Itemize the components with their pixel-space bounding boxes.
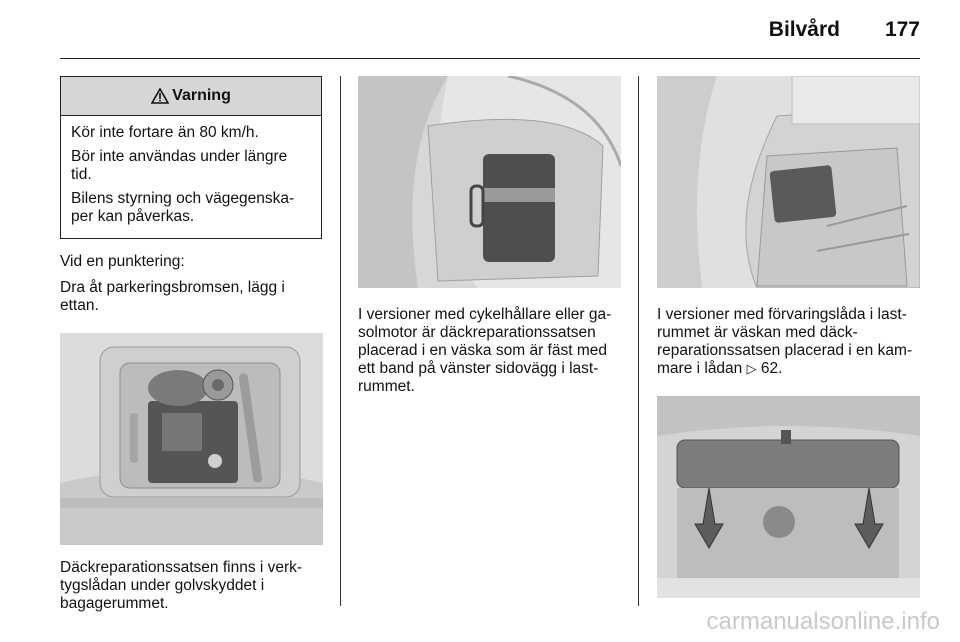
column-2 bbox=[358, 76, 621, 396]
figure-repair-kit-bag-left-wall bbox=[358, 76, 621, 288]
intro-text: Vid en punktering: bbox=[60, 253, 185, 270]
page-number: 177 bbox=[884, 18, 920, 41]
figure-trunk-storage-box bbox=[657, 396, 920, 598]
column-3 bbox=[657, 76, 920, 598]
figure-storage-box-compartment bbox=[657, 76, 920, 288]
caption-text: I versioner med förvaringslåda i last-rummet är väskan med däck-reparationssatsen placerad i en kam-mare i lådan bbox=[657, 306, 913, 377]
warning-body bbox=[61, 116, 321, 238]
page-reference[interactable]: 62. bbox=[760, 360, 783, 377]
section-title: Bilvård bbox=[768, 18, 840, 41]
figure-caption: I versioner med cykelhållare eller ga-solmotor är däckreparationssatsen placerad i en väska som är fäst med ett band på vänster sidovägg i last-rummet. bbox=[358, 306, 612, 395]
column-divider bbox=[340, 76, 341, 606]
warning-line: Bilens styrning och vägegenska-per kan påverkas. bbox=[71, 190, 295, 225]
warning-box bbox=[60, 76, 322, 239]
warning-line: Bör inte användas under längre tid. bbox=[71, 148, 288, 183]
page-reference-arrow-icon: ▷ bbox=[746, 361, 757, 376]
step-text: Dra åt parkeringsbromsen, lägg i ettan. bbox=[60, 279, 285, 314]
figure-repair-kit-in-tool-box bbox=[60, 333, 323, 545]
column-divider bbox=[638, 76, 639, 606]
warning-triangle-icon bbox=[151, 88, 169, 104]
page-header bbox=[60, 0, 920, 59]
figure-caption bbox=[657, 306, 920, 378]
warning-header bbox=[61, 77, 321, 116]
warning-title: Varning bbox=[172, 87, 231, 104]
watermark: carmanualsonline.info bbox=[706, 608, 940, 635]
figure-caption: Däckreparationssatsen finns i verk-tygslådan under golvskyddet i bagagerummet. bbox=[60, 559, 303, 612]
warning-line: Kör inte fortare än 80 km/h. bbox=[71, 124, 259, 141]
column-1 bbox=[60, 76, 323, 613]
